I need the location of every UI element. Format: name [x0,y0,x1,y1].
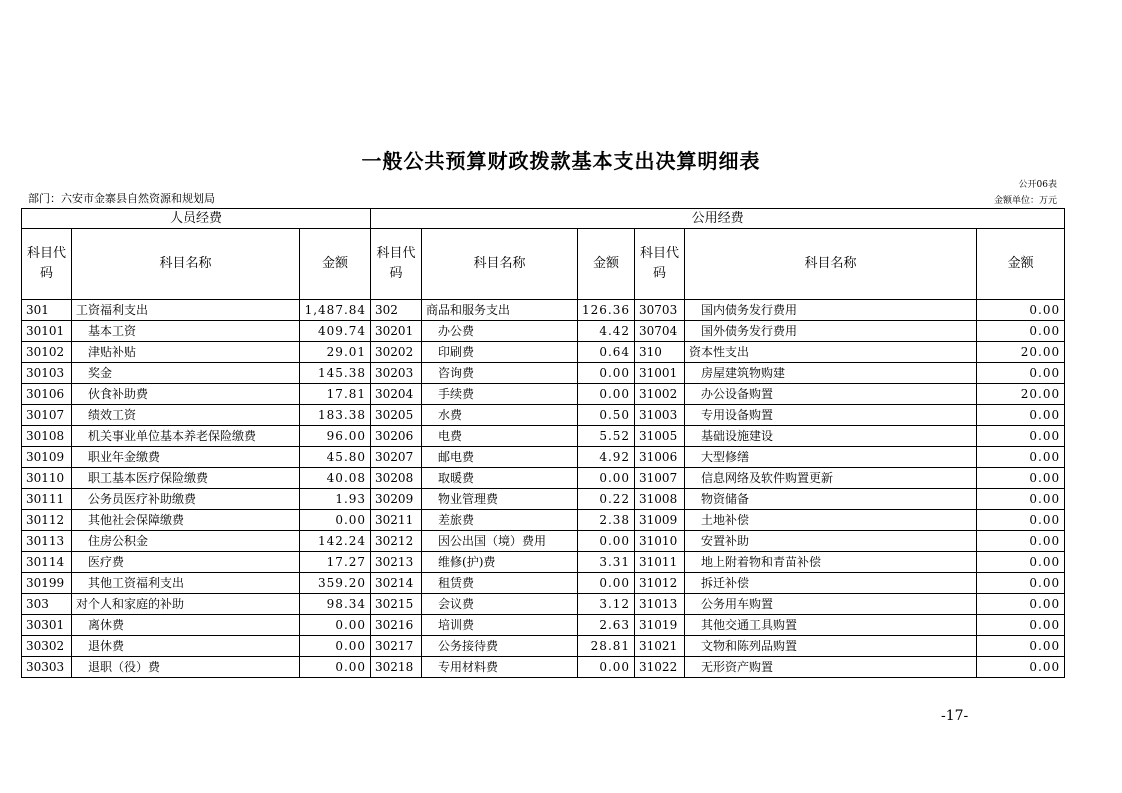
subject-code: 30204 [371,384,422,405]
table-row [22,636,1065,657]
subject-name: 办公设备购置 [685,384,977,405]
subject-amount: 0.00 [977,615,1065,636]
subject-code: 30213 [371,552,422,573]
subject-amount: 0.00 [977,531,1065,552]
subject-amount: 0.00 [977,657,1065,678]
subject-name: 对个人和家庭的补助 [72,594,300,615]
subject-name: 其他交通工具购置 [685,615,977,636]
subject-code: 31019 [635,615,685,636]
column-header-name: 科目名称 [72,229,300,300]
subject-amount: 0.00 [578,657,635,678]
column-header-code: 科目代码 [22,229,72,300]
subject-name: 公务员医疗补助缴费 [72,489,300,510]
table-row [22,468,1065,489]
subject-code: 31013 [635,594,685,615]
subject-name: 绩效工资 [72,405,300,426]
subject-code: 30111 [22,489,72,510]
subject-amount: 98.34 [300,594,371,615]
subject-code: 30103 [22,363,72,384]
subject-amount: 145.38 [300,363,371,384]
subject-amount: 0.00 [300,615,371,636]
table-row [22,531,1065,552]
subject-amount: 0.00 [300,657,371,678]
subject-code: 30205 [371,405,422,426]
subject-name: 资本性支出 [685,342,977,363]
subject-amount: 359.20 [300,573,371,594]
subject-name: 津贴补贴 [72,342,300,363]
subject-code: 31001 [635,363,685,384]
subject-amount: 0.00 [300,636,371,657]
subject-code: 30106 [22,384,72,405]
column-header-amount: 金额 [578,229,635,300]
subject-code: 30112 [22,510,72,531]
table-row [22,594,1065,615]
subject-amount: 0.00 [977,594,1065,615]
subject-code: 30107 [22,405,72,426]
subject-name: 职业年金缴费 [72,447,300,468]
subject-amount: 0.00 [578,531,635,552]
subject-name: 取暖费 [422,468,578,489]
subject-code: 30101 [22,321,72,342]
subject-code: 31003 [635,405,685,426]
subject-code: 30113 [22,531,72,552]
unit-label: 金额单位：万元 [993,196,1057,206]
subject-name: 其他社会保障缴费 [72,510,300,531]
subject-name: 基础设施建设 [685,426,977,447]
table-row [22,405,1065,426]
subject-name: 差旅费 [422,510,578,531]
subject-amount: 3.12 [578,594,635,615]
subject-code: 30208 [371,468,422,489]
subject-amount: 142.24 [300,531,371,552]
subject-code: 30214 [371,573,422,594]
column-header-code: 科目代码 [371,229,422,300]
subject-amount: 0.00 [977,321,1065,342]
table-row [22,510,1065,531]
subject-name: 邮电费 [422,447,578,468]
subject-name: 奖金 [72,363,300,384]
subject-name: 安置补助 [685,531,977,552]
subject-amount: 5.52 [578,426,635,447]
subject-amount: 0.00 [977,489,1065,510]
subject-amount: 0.00 [977,510,1065,531]
subject-name: 土地补偿 [685,510,977,531]
subject-code: 30217 [371,636,422,657]
subject-name: 退休费 [72,636,300,657]
subject-amount: 0.00 [977,552,1065,573]
subject-name: 维修(护)费 [422,552,578,573]
subject-code: 31021 [635,636,685,657]
subject-code: 31011 [635,552,685,573]
subject-name: 医疗费 [72,552,300,573]
subject-code: 30216 [371,615,422,636]
subject-code: 31005 [635,426,685,447]
subject-amount: 4.92 [578,447,635,468]
subject-amount: 0.00 [578,363,635,384]
subject-name: 机关事业单位基本养老保险缴费 [72,426,300,447]
subject-code: 30110 [22,468,72,489]
subject-name: 会议费 [422,594,578,615]
table-row [22,615,1065,636]
table-row [22,447,1065,468]
subject-name: 水费 [422,405,578,426]
subject-code: 30207 [371,447,422,468]
subject-amount: 0.00 [977,447,1065,468]
subject-code: 30301 [22,615,72,636]
subject-name: 公务接待费 [422,636,578,657]
subject-code: 30108 [22,426,72,447]
subject-amount: 0.00 [977,426,1065,447]
column-header-amount: 金额 [300,229,371,300]
subject-name: 房屋建筑物购建 [685,363,977,384]
subject-amount: 409.74 [300,321,371,342]
subject-amount: 0.00 [300,510,371,531]
subject-amount: 4.42 [578,321,635,342]
subject-code: 30202 [371,342,422,363]
subject-name: 公务用车购置 [685,594,977,615]
subject-code: 30211 [371,510,422,531]
subject-name: 工资福利支出 [72,300,300,321]
subject-amount: 183.38 [300,405,371,426]
subject-amount: 96.00 [300,426,371,447]
expenditure-table [21,208,1065,678]
subject-code: 31022 [635,657,685,678]
subject-name: 咨询费 [422,363,578,384]
subject-code: 31012 [635,573,685,594]
subject-code: 301 [22,300,72,321]
subject-amount: 3.31 [578,552,635,573]
subject-code: 30203 [371,363,422,384]
subject-amount: 28.81 [578,636,635,657]
subject-code: 30102 [22,342,72,363]
subject-amount: 0.00 [977,468,1065,489]
subject-amount: 0.00 [578,468,635,489]
group-header-personnel: 人员经费 [22,209,371,229]
subject-amount: 20.00 [977,342,1065,363]
subject-amount: 126.36 [578,300,635,321]
subject-code: 303 [22,594,72,615]
subject-amount: 17.27 [300,552,371,573]
subject-code: 30704 [635,321,685,342]
subject-name: 拆迁补偿 [685,573,977,594]
subject-name: 伙食补助费 [72,384,300,405]
subject-name: 无形资产购置 [685,657,977,678]
subject-code: 30703 [635,300,685,321]
subject-name: 文物和陈列品购置 [685,636,977,657]
subject-code: 310 [635,342,685,363]
table-row [22,300,1065,321]
subject-amount: 17.81 [300,384,371,405]
subject-name: 手续费 [422,384,578,405]
table-row [22,426,1065,447]
subject-code: 30215 [371,594,422,615]
subject-amount: 0.00 [578,573,635,594]
subject-code: 31002 [635,384,685,405]
subject-amount: 20.00 [977,384,1065,405]
subject-amount: 0.00 [977,636,1065,657]
subject-code: 30212 [371,531,422,552]
subject-code: 30206 [371,426,422,447]
subject-code: 30209 [371,489,422,510]
subject-amount: 0.64 [578,342,635,363]
subject-amount: 29.01 [300,342,371,363]
subject-name: 职工基本医疗保险缴费 [72,468,300,489]
subject-code: 31008 [635,489,685,510]
subject-name: 物资储备 [685,489,977,510]
subject-amount: 2.63 [578,615,635,636]
subject-amount: 0.00 [977,363,1065,384]
subject-amount: 45.80 [300,447,371,468]
subject-amount: 1,487.84 [300,300,371,321]
subject-name: 商品和服务支出 [422,300,578,321]
subject-name: 信息网络及软件购置更新 [685,468,977,489]
table-row [22,342,1065,363]
subject-name: 住房公积金 [72,531,300,552]
subject-amount: 0.00 [578,384,635,405]
subject-name: 因公出国（境）费用 [422,531,578,552]
table-row [22,321,1065,342]
subject-amount: 0.00 [977,405,1065,426]
subject-code: 30109 [22,447,72,468]
column-header-code: 科目代码 [635,229,685,300]
subject-code: 30199 [22,573,72,594]
subject-code: 31009 [635,510,685,531]
subject-code: 30201 [371,321,422,342]
subject-name: 退职（役）费 [72,657,300,678]
subject-name: 电费 [422,426,578,447]
page-title: 一般公共预算财政拨款基本支出决算明细表 [361,149,761,173]
subject-name: 物业管理费 [422,489,578,510]
table-row [22,489,1065,510]
table-row [22,657,1065,678]
table-row [22,384,1065,405]
column-header-name: 科目名称 [685,229,977,300]
subject-amount: 0.22 [578,489,635,510]
subject-name: 培训费 [422,615,578,636]
subject-name: 国外债务发行费用 [685,321,977,342]
subject-name: 印刷费 [422,342,578,363]
subject-amount: 0.00 [977,573,1065,594]
form-code-label: 公开06表 [1018,180,1057,190]
department-label: 部门：六安市金寨县自然资源和规划局 [28,192,215,205]
subject-name: 办公费 [422,321,578,342]
column-header-amount: 金额 [977,229,1065,300]
subject-code: 31007 [635,468,685,489]
table-row [22,552,1065,573]
subject-code: 30218 [371,657,422,678]
table-row [22,363,1065,384]
subject-amount: 0.00 [977,300,1065,321]
page-number: -17- [941,708,969,724]
subject-code: 302 [371,300,422,321]
column-header-name: 科目名称 [422,229,578,300]
subject-amount: 0.50 [578,405,635,426]
subject-name: 专用材料费 [422,657,578,678]
subject-amount: 1.93 [300,489,371,510]
subject-amount: 40.08 [300,468,371,489]
subject-name: 其他工资福利支出 [72,573,300,594]
subject-name: 离休费 [72,615,300,636]
table-row [22,573,1065,594]
subject-name: 专用设备购置 [685,405,977,426]
subject-name: 基本工资 [72,321,300,342]
subject-name: 租赁费 [422,573,578,594]
subject-code: 30303 [22,657,72,678]
subject-name: 地上附着物和青苗补偿 [685,552,977,573]
subject-name: 大型修缮 [685,447,977,468]
subject-code: 31010 [635,531,685,552]
subject-code: 31006 [635,447,685,468]
subject-amount: 2.38 [578,510,635,531]
subject-name: 国内债务发行费用 [685,300,977,321]
group-header-public: 公用经费 [371,209,1065,229]
subject-code: 30302 [22,636,72,657]
subject-code: 30114 [22,552,72,573]
